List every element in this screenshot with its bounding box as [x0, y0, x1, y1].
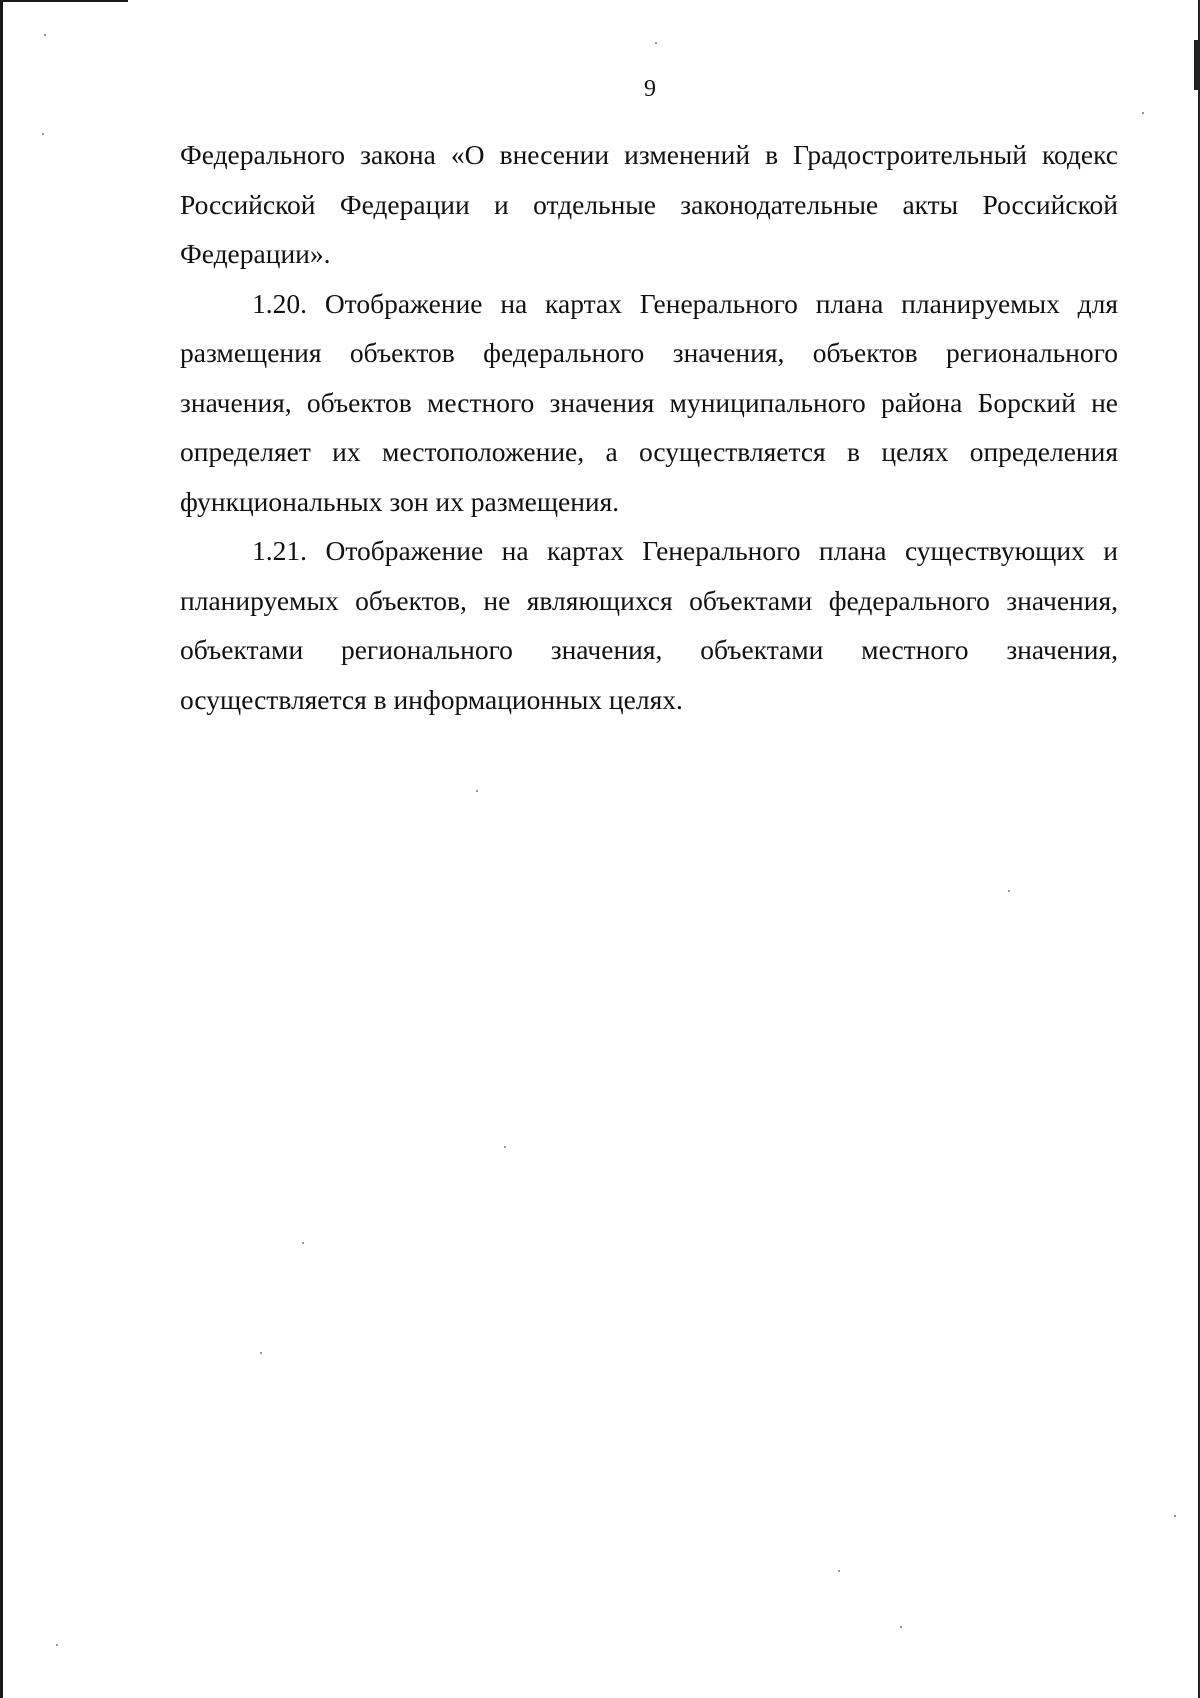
scan-speck	[56, 1644, 58, 1646]
scan-speck	[42, 133, 44, 135]
scan-speck	[1142, 112, 1144, 114]
scan-border-top	[0, 0, 128, 2]
scan-speck	[1174, 1515, 1176, 1517]
scan-border-right-notch	[1194, 40, 1198, 90]
page-number: 9	[644, 76, 656, 102]
scan-speck	[260, 1352, 262, 1354]
scan-speck	[1008, 890, 1010, 892]
scan-speck	[504, 1146, 506, 1148]
scan-border-left	[0, 0, 3, 1698]
scan-speck	[44, 34, 46, 36]
scan-speck	[302, 1242, 304, 1244]
scan-speck	[838, 1570, 840, 1572]
scan-speck	[655, 42, 657, 44]
paragraph-1-21: 1.21. Отображение на картах Генерального плана существующих и планируемых объектов, не являющихся объектами федерального значения, объектами регионального значения, объектами местного значения, осуществляется в информационных целях.	[180, 535, 1118, 715]
paragraph-continuation: Федерального закона «О внесении изменений в Градостроительный кодекс Российской Федерации и отдельные законодательные акты Российской Федерации».	[180, 139, 1118, 269]
scan-speck	[476, 790, 478, 792]
scan-speck	[900, 1626, 902, 1628]
paragraph-1-20: 1.20. Отображение на картах Генерального плана планируемых для размещения объектов федерального значения, объектов регионального значения, объектов местного значения муниципального района Борский не определяет их местоположение, а осуществляется в целях определения функциональных зон их размещения.	[180, 287, 1118, 517]
body-text	[180, 130, 1118, 724]
